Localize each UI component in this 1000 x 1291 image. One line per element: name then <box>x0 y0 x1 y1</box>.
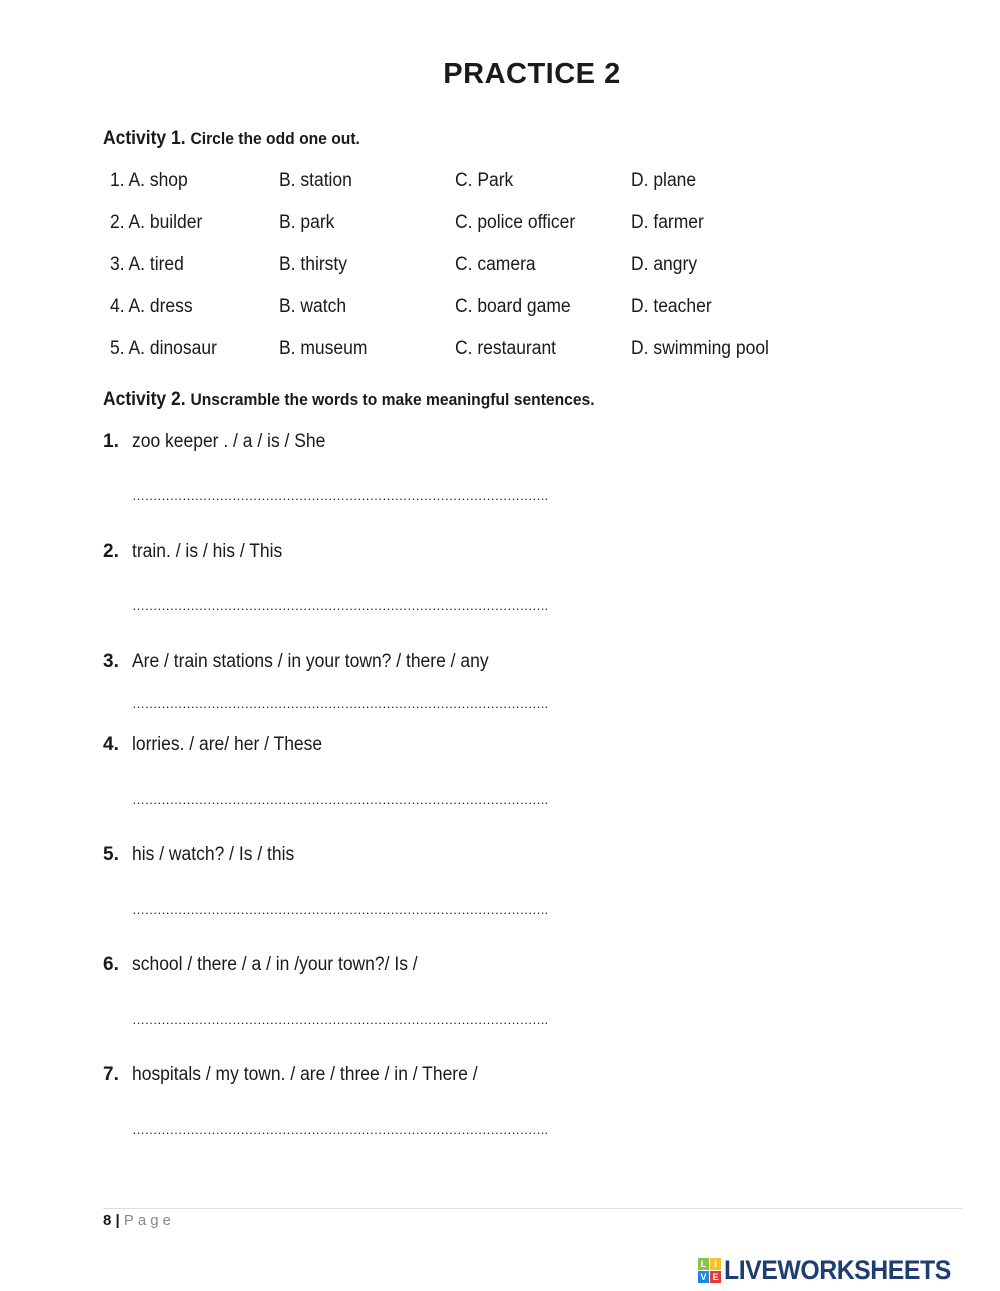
answer-line[interactable]: ………………………………………………………………………………………. <box>132 902 548 917</box>
option-c[interactable]: C. camera <box>455 254 536 275</box>
scrambled-words: train. / is / his / This <box>132 541 283 562</box>
activity1-instruction: Circle the odd one out. <box>190 129 360 148</box>
page-label: Page <box>123 1212 175 1229</box>
footer-divider <box>103 1208 963 1209</box>
scrambled-words: school / there / a / in /your town?/ Is / <box>132 954 418 975</box>
option-d[interactable]: D. angry <box>631 254 698 275</box>
option-d[interactable]: D. teacher <box>631 296 712 317</box>
option-a[interactable]: 5. A. dinosaur <box>110 338 217 359</box>
option-b[interactable]: B. watch <box>279 296 347 317</box>
scrambled-words: hospitals / my town. / are / three / in / There / <box>132 1064 478 1085</box>
liveworksheets-logo <box>698 1255 971 1286</box>
question-number: 6. <box>103 954 119 975</box>
option-d[interactable]: D. farmer <box>631 212 704 233</box>
answer-line[interactable]: ………………………………………………………………………………………. <box>132 1012 548 1027</box>
activity2-label: Activity 2. <box>103 389 186 410</box>
option-b[interactable]: B. thirsty <box>279 254 347 275</box>
answer-line[interactable]: ………………………………………………………………………………………. <box>132 598 548 613</box>
logo-tile: E <box>710 1271 721 1283</box>
option-d[interactable]: D. plane <box>631 170 697 191</box>
option-a[interactable]: 1. A. shop <box>110 170 188 191</box>
question-number: 7. <box>103 1064 119 1085</box>
question-number: 2. <box>103 541 119 562</box>
option-d[interactable]: D. swimming pool <box>631 338 769 359</box>
question-number: 3. <box>103 651 119 672</box>
logo-tile: L <box>698 1258 709 1270</box>
logo-tile: V <box>698 1271 709 1283</box>
option-b[interactable]: B. museum <box>279 338 368 359</box>
question-number: 1. <box>103 431 119 452</box>
logo-tiles-icon <box>698 1258 721 1283</box>
logo-tile: I <box>710 1258 721 1270</box>
activity2-instruction: Unscramble the words to make meaningful sentences. <box>190 390 595 409</box>
scrambled-words: zoo keeper . / a / is / She <box>132 431 326 452</box>
option-c[interactable]: C. restaurant <box>455 338 557 359</box>
question-number: 4. <box>103 734 119 755</box>
scrambled-words: Are / train stations / in your town? / there / any <box>132 651 489 672</box>
page-number: 8 <box>103 1212 112 1229</box>
scrambled-words: lorries. / are/ her / These <box>132 734 323 755</box>
answer-line[interactable]: ………………………………………………………………………………………. <box>132 696 548 711</box>
option-a[interactable]: 2. A. builder <box>110 212 203 233</box>
option-c[interactable]: C. board game <box>455 296 571 317</box>
option-a[interactable]: 4. A. dress <box>110 296 193 317</box>
option-c[interactable]: C. police officer <box>455 212 576 233</box>
page-title: PRACTICE 2 <box>443 58 621 90</box>
activity1-label: Activity 1. <box>103 128 186 149</box>
activity2-heading <box>103 389 595 411</box>
answer-line[interactable]: ………………………………………………………………………………………. <box>132 792 548 807</box>
option-b[interactable]: B. station <box>279 170 352 191</box>
option-a[interactable]: 3. A. tired <box>110 254 184 275</box>
answer-line[interactable]: ………………………………………………………………………………………. <box>132 488 548 503</box>
activity1-heading <box>103 128 360 150</box>
page-footer <box>103 1212 175 1229</box>
question-number: 5. <box>103 844 119 865</box>
logo-text: LIVEWORKSHEETS <box>724 1255 951 1285</box>
page-separator: | <box>115 1212 120 1229</box>
answer-line[interactable]: ………………………………………………………………………………………. <box>132 1122 548 1137</box>
option-b[interactable]: B. park <box>279 212 335 233</box>
scrambled-words: his / watch? / Is / this <box>132 844 295 865</box>
option-c[interactable]: C. Park <box>455 170 514 191</box>
